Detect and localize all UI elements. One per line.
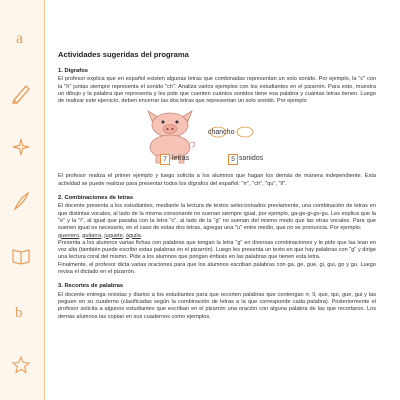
example-figure [58,107,376,169]
section-paragraph: Finalmente, el profesor dicta varias oraciones para que los alumnos escriban palabras con ga, ge, gue, gi, gui, go y gu. Luego revisa el dictado en el pizarrón. [58,261,376,276]
section-paragraph: El docente presenta a los estudiantes, mediante la lectura de textos seleccionados previamente, una combinación de letras en que distintas vocales, al lado de la misma consonante no suenan siempre igual, por ejemplo, ga-ge-gi-go-gu. Les explica que la "e" y la "i", al igual que pasaba con la letra "c", al lado de la "g" no suenan del mismo modo que las otras vocales. Para que suenen igual es necesario, en el caso de estas dos letras, agregar una "u" entre medio, que no se pronuncia. Por ejemplo: [58,203,376,232]
margin-divider [44,0,45,400]
svg-text:b: b [15,305,23,321]
decorative-margin [0,0,44,400]
letters-count-box: 7 [160,154,170,165]
page-title: Actividades sugeridas del programa [58,50,189,59]
letter-icon [10,26,32,48]
pig-illustration [138,107,202,165]
document-body [58,50,376,321]
section-heading-digrafos: 1. Dígrafos [58,68,88,74]
pencil-icon [10,82,32,104]
section-paragraph: El docente entrega revistas y diarios a los estudiantes para que recorten palabras que contengan rr, ll, que, qui, gue, gui y las peguen en su cuaderno (clasificadas según la combinación de letras a la que corresponde cada palabra). Posteriormente el profesor solicita a algunos estudiantes que escriban en el pizarrón una oración con alguna palabra de las que recortaron. Los demás alumnos las copian en sus cuadernos como ejemplos. [58,291,376,320]
section-heading-combinaciones: 2. Combinaciones de letras [58,195,134,202]
example-word-2: guitarra [82,232,102,239]
example-word: chancho [208,129,235,137]
letters-label: letras [172,155,190,163]
example-word-1: guerrero [58,232,80,239]
section-paragraph: Presenta a los alumnos varias fichas con palabras que tengan la letra "g" en diversas combinaciones y le pide que las lean en voz alta (también puede escribir estas palabras en el pizarrón). Luego les presenta un texto en que hay palabras con "g" y dirige una lectura coral del mismo. Pide a los alumnos que pongan énfasis en las palabras que tienen esta letra. [58,239,376,261]
quill-icon [10,190,32,212]
section-heading-recortes: 3. Recortes de palabras [58,283,124,290]
star-icon [10,354,32,376]
example-word-4: águila [125,232,141,239]
book-icon [10,244,32,266]
section-paragraph: El profesor explica que en español existen algunas letras que combinadas representan un solo sonido. Por ejemplo, la "c" con la "h" juntas siempre representa el sonido "ch". Analiza varios ejemplos con los estudiantes en el pizarrón. Para esto, muestra un dibujo y la palabra que representa y les pide que cuenten cuántos sonidos tiene esa palabra y cuántas letras tienen. Luego de realizar este ejercicio, deben encerrar las dos letras que representan un solo sonido. Por ejemplo [58,76,376,105]
sparkle-icon [10,136,32,158]
letter-icon [10,300,32,322]
section-paragraph: El profesor realiza el primer ejemplo y luego solicita a los alumnos que hagan los demás de manera independiente. Esta actividad se puede realizar para presentar todos los dígrafos del español: "rr", "ch", "qu", "ll". [58,173,376,187]
example-word-3: juguete [104,232,123,239]
example-words-line: guerrero, guitarra, juguete, águila. [58,232,143,239]
sounds-count-box: 5 [228,154,238,165]
svg-text:a: a [16,30,24,47]
sounds-label: sonidos [239,155,264,163]
